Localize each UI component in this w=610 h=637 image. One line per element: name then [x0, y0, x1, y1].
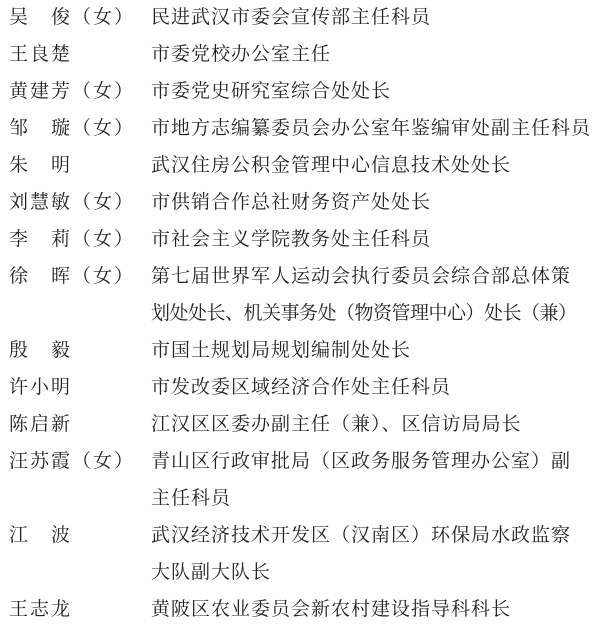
title-line: 划处处长、机关事务处（物资管理中心）处长（兼） — [151, 302, 577, 324]
title-line: 市社会主义学院教务处主任科员 — [151, 228, 432, 250]
title-line: 市委党史研究室综合处处长 — [151, 80, 392, 102]
person-name: 王良楚 — [9, 43, 73, 65]
title-line: 市地方志编纂委员会办公室年鉴编审处副主任科员 — [151, 117, 592, 139]
person-title — [151, 5, 603, 42]
title-line: 第七届世界军人运动会执行委员会综合部总体策 — [151, 265, 572, 287]
title-line: 青山区行政审批局（区政务服务管理办公室）副 — [151, 450, 572, 472]
title-line: 江汉区区委办副主任（兼）、区信访局局长 — [151, 413, 522, 435]
person-name: 刘慧敏（女） — [9, 191, 136, 213]
person-name: 徐 晖（女） — [9, 265, 136, 287]
person-name: 汪苏霞（女） — [9, 450, 136, 472]
person-title — [151, 190, 603, 227]
title-line: 黄陂区农业委员会新农村建设指导科科长 — [151, 598, 512, 620]
person-name: 殷 毅 — [9, 339, 73, 361]
person-name: 许小明 — [9, 376, 73, 398]
person-name: 黄建芳（女） — [9, 80, 136, 102]
person-title — [151, 227, 603, 264]
person-title — [151, 79, 603, 116]
person-name: 江 波 — [9, 524, 73, 546]
person-title — [151, 116, 603, 153]
title-line: 市供销合作总社财务资产处处长 — [151, 191, 432, 213]
person-title — [151, 338, 603, 375]
title-line: 民进武汉市委会宣传部主任科员 — [151, 6, 432, 28]
person-name: 邹 璇（女） — [9, 117, 136, 139]
person-name: 吴 俊（女） — [9, 6, 136, 28]
person-title — [151, 449, 603, 523]
title-line: 主任科员 — [151, 487, 232, 509]
title-line: 市委党校办公室主任 — [151, 43, 332, 65]
title-line: 市发改委区域经济合作处主任科员 — [151, 376, 452, 398]
person-title — [151, 375, 603, 412]
person-title — [151, 264, 603, 338]
person-title — [151, 153, 603, 190]
person-title — [151, 523, 603, 597]
title-line: 武汉经济技术开发区（汉南区）环保局水政监察 — [151, 524, 572, 546]
person-title — [151, 42, 603, 79]
title-line: 大队副大队长 — [151, 561, 272, 583]
title-line: 武汉住房公积金管理中心信息技术处处长 — [151, 154, 512, 176]
title-line: 市国土规划局规划编制处处长 — [151, 339, 412, 361]
person-name: 李 莉（女） — [9, 228, 136, 250]
person-name: 王志龙 — [9, 598, 73, 620]
person-title — [151, 412, 603, 449]
person-name: 朱 明 — [9, 154, 73, 176]
person-name: 陈启新 — [9, 413, 73, 435]
person-title — [151, 597, 603, 634]
